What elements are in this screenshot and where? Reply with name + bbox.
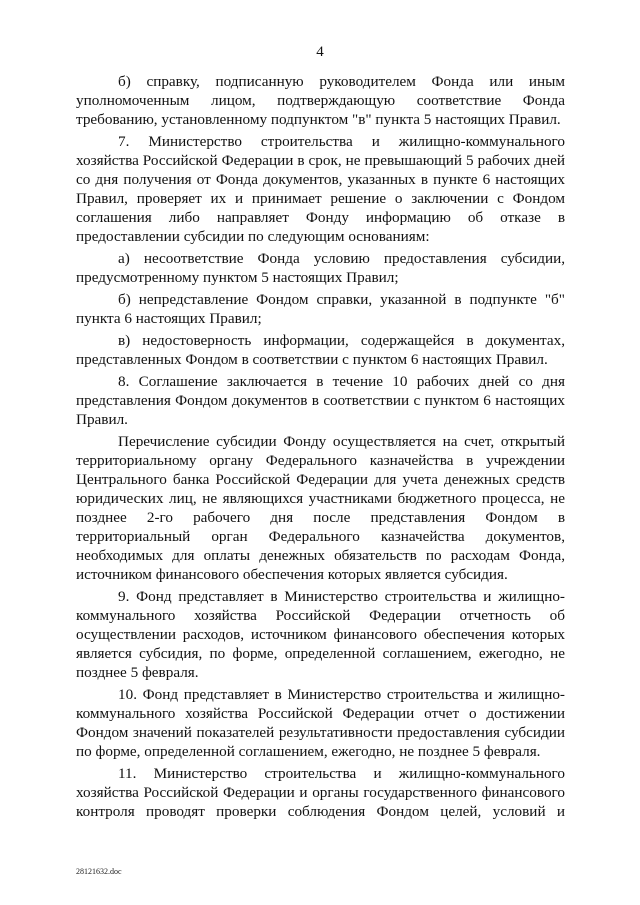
paragraph-7-a: а) несоответствие Фонда условию предоставления субсидии, предусмотренному пунктом 5 настоящих Правил; (76, 250, 565, 286)
paragraph-9: 9. Фонд представляет в Министерство строительства и жилищно-коммунального хозяйства Российской Федерации отчетность об осуществлении расходов, источником финансового обеспечения которых является субсидия, по форме, определенной соглашением, ежегодно, не позднее 5 февраля. (76, 588, 565, 681)
paragraph-7-c: в) недостоверность информации, содержащейся в документах, представленных Фондом в соответствии с пунктом 6 настоящих Правил. (76, 332, 565, 368)
document-file-code: 28121632.doc (76, 867, 122, 876)
paragraph-8: 8. Соглашение заключается в течение 10 рабочих дней со дня представления Фондом документов в соответствии с пунктом 6 настоящих Правил. (76, 373, 565, 428)
paragraph-11: 11. Министерство строительства и жилищно-коммунального хозяйства Российской Федерации и органы государственного финансового контроля проводят проверки соблюдения Фондом целей, условий и (76, 765, 565, 820)
paragraph-10: 10. Фонд представляет в Министерство строительства и жилищно-коммунального хозяйства Российской Федерации отчет о достижении Фондом значений показателей результативности предоставления субсидии по форме, определенной соглашением, ежегодно, не позднее 5 февраля. (76, 686, 565, 760)
document-body (76, 72, 565, 821)
paragraph-8-transfer: Перечисление субсидии Фонду осуществляется на счет, открытый территориальному органу Федерального казначейства в учреждении Центрального банка Российской Федерации для учета денежных средств юридических лиц, не являющихся участниками бюджетного процесса, не позднее 2-го рабочего дня после представления Фондом в территориальный орган Федерального казначейства документов, необходимых для оплаты денежных обязательств по расходам Фонда, источником финансового обеспечения которых является субсидия. (76, 433, 565, 583)
paragraph-7-b: б) непредставление Фондом справки, указанной в подпункте "б" пункта 6 настоящих Правил; (76, 291, 565, 327)
page-number: 4 (316, 44, 324, 60)
paragraph-certificate: б) справку, подписанную руководителем Фонда или иным уполномоченным лицом, подтверждающую соответствие Фонда требованию, установленному подпунктом "в" пункта 5 настоящих Правил. (76, 73, 565, 128)
paragraph-7: 7. Министерство строительства и жилищно-коммунального хозяйства Российской Федерации в срок, не превышающий 5 рабочих дней со дня получения от Фонда документов, указанных в пункте 6 настоящих Правил, проверяет их и принимает решение о заключении с Фондом соглашения либо направляет Фонду информацию об отказе в предоставлении субсидии по следующим основаниям: (76, 133, 565, 245)
